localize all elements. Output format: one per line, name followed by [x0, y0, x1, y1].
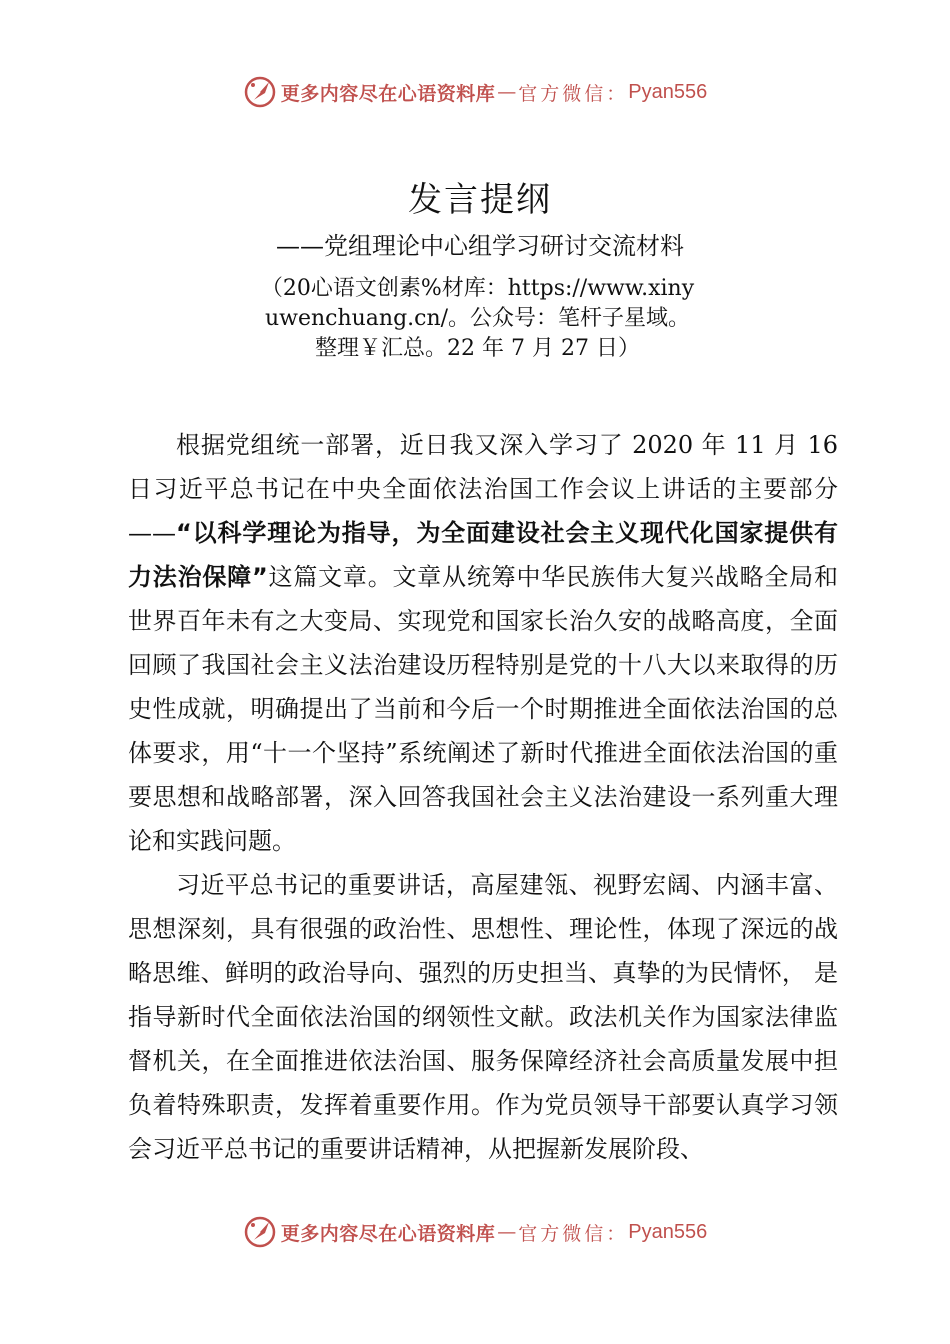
quill-logo-icon	[243, 1215, 277, 1249]
footer-banner	[0, 1212, 950, 1252]
document-subtitle: ——党组理论中心组学习研讨交流材料	[276, 232, 684, 260]
paragraph-1-intro: 根据党组统一部署，近日我又深入学习了 2020 年 11 月 16 日习近平总书记在中央全面依法治国工作会议上讲话的主要部分——	[128, 431, 838, 547]
paragraph-1-rest: 这篇文章。文章从统筹中华民族伟大复兴战略全局和世界百年未有之大变局、实现党和国家长治久安的战略高度，全面回顾了我国社会主义法治建设历程特别是党的十八大以来取得的历史性成就，明确提出了当前和今后一个时期推进全面依法治国的总体要求，用“十一个坚持”系统阐述了新时代推进全面依法治国的重要思想和战略部署，深入回答我国社会主义法治建设一系列重大理论和实践问题。	[128, 563, 838, 855]
document-body	[128, 423, 838, 1171]
header-banner	[0, 72, 950, 112]
banner-dash: —	[497, 81, 517, 103]
quill-logo-icon	[243, 75, 277, 109]
source-note: （20心语文创素%材库：https://www.xinyuwenchuang.cn/。公众号：笔杆子星域。整理￥汇总。22 年 7 月 27 日）	[260, 276, 695, 361]
banner-wechat-label: 官方微信：	[518, 1222, 629, 1245]
banner-wechat-id: Pyan556	[628, 80, 708, 103]
banner-wechat-label: 官方微信：	[518, 82, 629, 105]
document-title: 发言提纲	[408, 180, 552, 220]
paragraph-2: 习近平总书记的重要讲话，高屋建瓴、视野宏阔、内涵丰富、思想深刻，具有很强的政治性、思想性、理论性，体现了深远的战略思维、鲜明的政治导向、强烈的历史担当、真挚的为民情怀， 是指导新时代全面依法治国的纲领性文献。政法机关作为国家法律监督机关，在全面推进依法治国、服务保障经济社会高质量发展中担负着特殊职责，发挥着重要作用。作为党员领导干部要认真学习领会习近平总书记的重要讲话精神，从把握新发展阶段、	[128, 871, 838, 1163]
banner-dash: —	[497, 1221, 517, 1243]
article-title-emphasis: “以科学理论为指导，为全面建设社会主义现代化国家提供有力法治保障”	[128, 519, 838, 591]
banner-wechat-id: Pyan556	[628, 1220, 708, 1243]
paragraph-1	[128, 423, 838, 863]
banner-text: 更多内容尽在心语资料库	[280, 1222, 496, 1245]
banner-text: 更多内容尽在心语资料库	[280, 82, 496, 105]
